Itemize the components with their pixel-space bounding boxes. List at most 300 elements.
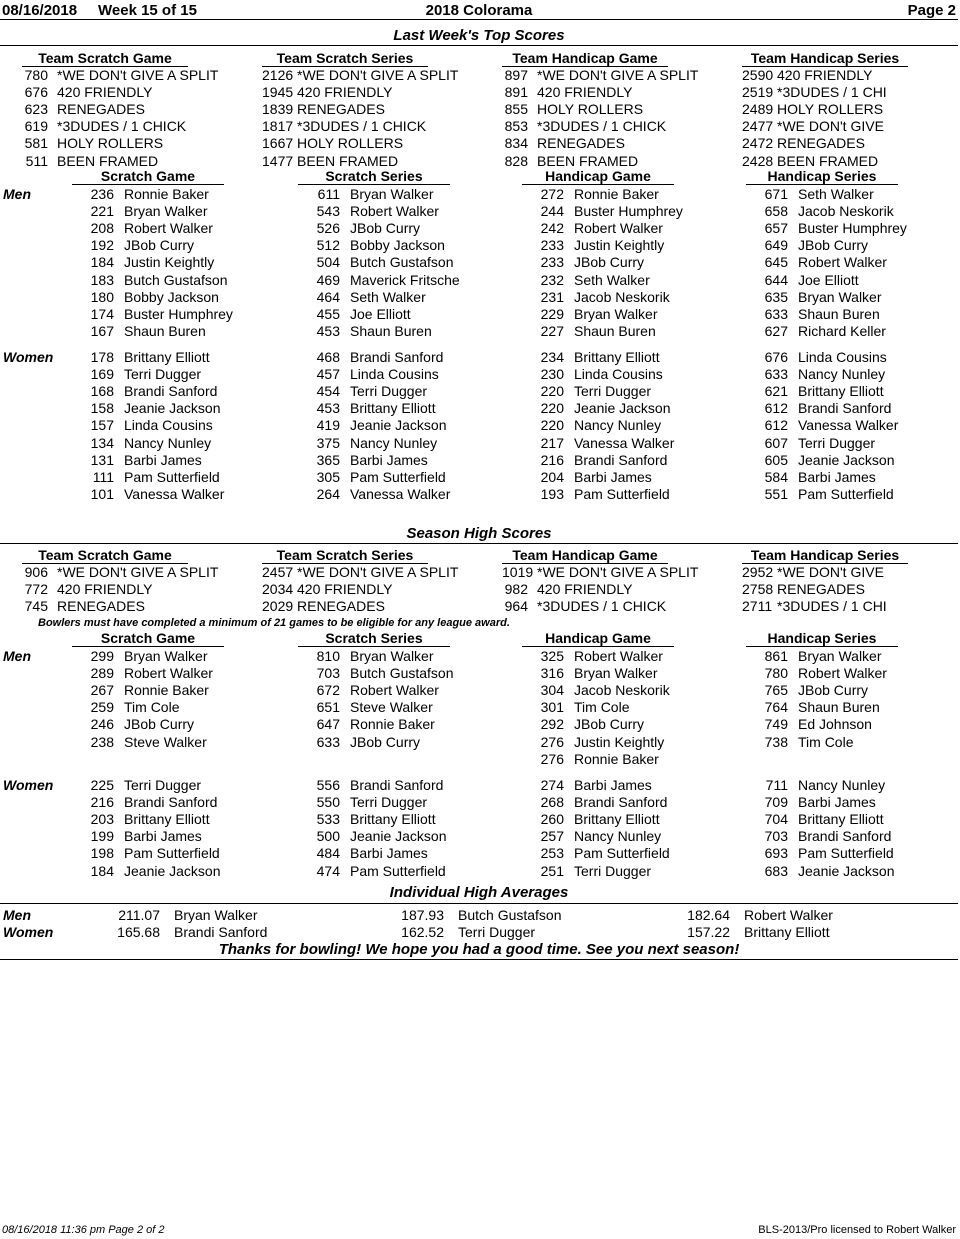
bowler-name: Jeanie Jackson	[124, 862, 221, 879]
team-name: BEEN FRAMED	[537, 152, 639, 169]
bowler-name: Ronnie Baker	[574, 750, 659, 767]
bowler-name: Brandi Sanford	[124, 794, 218, 811]
bowler-score-row	[522, 486, 732, 503]
bowler-name: Pam Sutterfield	[574, 485, 670, 502]
bowler-score-row	[746, 366, 956, 383]
team-score-row	[502, 598, 732, 615]
bowler-name: Butch Gustafson	[124, 271, 228, 288]
team-score: 2489	[742, 101, 774, 118]
team-column-title: Team Handicap Game	[502, 547, 668, 564]
bowler-name: Pam Sutterfield	[798, 845, 894, 862]
bowler-score-row	[298, 220, 508, 237]
team-score-row	[262, 564, 492, 581]
average-bowler-name: Robert Walker	[744, 907, 833, 923]
team-score: 511	[25, 152, 48, 169]
bowler-name: Linda Cousins	[124, 417, 213, 434]
bowler-name: Justin Keightly	[574, 237, 665, 254]
team-score-row	[502, 84, 732, 101]
bowler-score-row	[72, 272, 282, 289]
team-name: 420 FRIENDLY	[537, 581, 633, 598]
team-score-row	[502, 153, 732, 170]
bowler-score: 203	[90, 811, 114, 828]
bowler-score-row	[522, 272, 732, 289]
team-name: 420 FRIENDLY	[297, 581, 393, 598]
team-score: 855	[504, 101, 528, 118]
bowler-name: Bryan Walker	[350, 648, 434, 664]
bowler-score-row	[522, 863, 732, 880]
bowler-name: Robert Walker	[350, 682, 439, 699]
team-score-row	[262, 153, 492, 170]
bowler-score: 468	[316, 349, 340, 365]
bowler-score-row	[72, 383, 282, 400]
bowler-name: Bobby Jackson	[124, 288, 219, 305]
team-name: HOLY ROLLERS	[537, 101, 644, 118]
average-bowler-name: Terri Dugger	[458, 924, 536, 940]
bowler-score: 651	[316, 699, 340, 716]
bowler-name: Buster Humphrey	[574, 203, 683, 220]
team-name: 420 FRIENDLY	[537, 84, 633, 101]
bowler-score: 749	[764, 716, 788, 733]
team-name: RENEGADES	[537, 135, 625, 152]
team-score: 982	[504, 581, 528, 598]
team-name: *3DUDES / 1 CHI	[777, 598, 887, 615]
bowler-name: Jeanie Jackson	[574, 400, 671, 417]
bowler-name: JBob Curry	[798, 682, 869, 699]
bowler-score: 276	[540, 750, 564, 767]
bowler-score-row	[72, 665, 282, 682]
bowler-score-row	[72, 469, 282, 486]
bowler-score: 621	[764, 383, 788, 400]
last-week-rule	[0, 45, 958, 46]
team-score-row	[22, 581, 252, 598]
bowler-name: Brandi Sanford	[574, 794, 668, 811]
bowler-score-row	[746, 323, 956, 340]
team-name: *3DUDES / 1 CHICK	[297, 118, 427, 135]
bowler-name: Brittany Elliott	[350, 811, 436, 828]
bowler-name: Bobby Jackson	[350, 237, 445, 254]
average-bowler-name: Bryan Walker	[174, 907, 258, 923]
bowler-name: Terri Dugger	[798, 434, 876, 451]
league-name: 2018 Colorama	[425, 2, 533, 19]
team-score-row	[742, 84, 960, 101]
team-column-title: Team Scratch Series	[262, 547, 428, 564]
bowler-score-row	[522, 237, 732, 254]
individual-column-title: Handicap Series	[746, 168, 898, 185]
bowler-name: Barbi James	[574, 777, 652, 793]
bowler-name: Nancy Nunley	[574, 828, 662, 845]
bowler-name: Nancy Nunley	[798, 777, 886, 793]
bowler-score: 683	[764, 862, 788, 879]
bowler-score: 550	[316, 794, 340, 811]
bowler-score: 244	[540, 203, 564, 220]
team-name: *WE DON't GIVE A SPLIT	[537, 564, 699, 580]
bowler-score: 645	[764, 254, 788, 271]
team-score: 2477	[742, 118, 774, 135]
team-column-title: Team Scratch Series	[262, 50, 428, 67]
bowler-name: Bryan Walker	[798, 648, 882, 664]
bowler-score: 274	[540, 777, 564, 793]
team-column-title: Team Scratch Game	[22, 547, 188, 564]
bowler-score-row	[522, 417, 732, 434]
bowler-score-row	[72, 845, 282, 862]
individual-column-title: Handicap Game	[522, 168, 674, 185]
team-score-row	[502, 67, 732, 84]
bowler-score-row	[72, 811, 282, 828]
bowler-score: 180	[90, 288, 114, 305]
bowler-name: Brandi Sanford	[124, 383, 218, 400]
bowler-score-row	[298, 237, 508, 254]
bowler-score: 231	[540, 288, 564, 305]
bowler-score-row	[522, 682, 732, 699]
bowler-score-row	[522, 811, 732, 828]
bowler-score-row	[298, 272, 508, 289]
bowler-name: Pam Sutterfield	[350, 468, 446, 485]
bowler-score-row	[522, 366, 732, 383]
team-score-row	[262, 598, 492, 615]
team-score: 1667	[262, 135, 294, 152]
bowler-score-row	[72, 254, 282, 271]
team-score: 2952	[742, 564, 774, 580]
bowler-score-row	[746, 469, 956, 486]
bowler-score: 464	[316, 288, 340, 305]
bowler-score: 453	[316, 400, 340, 417]
bowler-score: 703	[316, 665, 340, 682]
bowler-score: 657	[764, 220, 788, 237]
bowler-score: 198	[90, 845, 114, 862]
bowler-score: 221	[90, 203, 114, 220]
bowler-score-row	[746, 863, 956, 880]
averages-rule	[0, 903, 958, 904]
bowler-score: 229	[540, 305, 564, 322]
individual-column-title: Scratch Game	[72, 630, 224, 647]
bowler-name: Brittany Elliott	[124, 811, 210, 828]
bowler-score-row	[298, 366, 508, 383]
bowler-name: JBob Curry	[574, 716, 645, 733]
bowler-score: 220	[540, 400, 564, 417]
bowler-score: 236	[90, 186, 114, 202]
bowler-score-row	[746, 648, 956, 665]
report-week: Week 15 of 15	[98, 2, 197, 19]
average-row	[96, 907, 376, 924]
bowler-score: 703	[764, 828, 788, 845]
bowler-score-row	[298, 289, 508, 306]
bowler-score: 633	[764, 366, 788, 383]
bowler-score: 633	[316, 733, 340, 750]
team-score: 906	[24, 564, 48, 580]
bowler-score: 242	[540, 220, 564, 237]
bowler-score-row	[746, 486, 956, 503]
average-row	[380, 907, 660, 924]
bowler-name: JBob Curry	[350, 733, 421, 750]
bowler-score: 208	[90, 220, 114, 237]
bowler-score-row	[522, 452, 732, 469]
team-score-row	[742, 118, 960, 135]
bowler-name: JBob Curry	[574, 254, 645, 271]
bowler-score: 504	[316, 254, 340, 271]
bowler-score: 454	[316, 383, 340, 400]
bowler-name: Shaun Buren	[350, 322, 432, 339]
bowler-score-row	[298, 186, 508, 203]
bowler-name: Linda Cousins	[574, 366, 663, 383]
bowler-score-row	[746, 435, 956, 452]
bowler-score: 174	[90, 305, 114, 322]
season-high-title: Season High Scores	[406, 525, 552, 542]
bowler-score: 474	[316, 862, 340, 879]
header-rule	[0, 19, 958, 20]
bowler-score-row	[746, 417, 956, 434]
bowler-score-row	[746, 203, 956, 220]
bowler-name: Robert Walker	[574, 220, 663, 237]
bowler-name: Barbi James	[574, 468, 652, 485]
bowler-score-row	[522, 186, 732, 203]
bowler-score-row	[72, 452, 282, 469]
bowler-score: 169	[90, 366, 114, 383]
average-value: 187.93	[401, 907, 444, 923]
bowler-name: Brandi Sanford	[798, 400, 892, 417]
bowler-score-row	[298, 777, 508, 794]
bowler-score: 644	[764, 271, 788, 288]
bowler-name: Terri Dugger	[350, 794, 428, 811]
team-column-title: Team Handicap Series	[742, 547, 908, 564]
team-score-row	[742, 101, 960, 118]
average-value: 162.52	[401, 924, 444, 940]
bowler-score: 647	[316, 716, 340, 733]
bowler-name: Tim Cole	[798, 733, 854, 750]
bowler-score: 268	[540, 794, 564, 811]
bowler-name: Pam Sutterfield	[124, 845, 220, 862]
team-score: 676	[24, 84, 48, 101]
bowler-name: Robert Walker	[350, 203, 439, 220]
team-score-row	[742, 67, 960, 84]
bowler-name: Terri Dugger	[124, 366, 202, 383]
individual-column-title: Scratch Series	[298, 168, 450, 185]
bowler-name: JBob Curry	[350, 220, 421, 237]
bowler-score: 556	[316, 777, 340, 793]
bowler-score: 225	[90, 777, 114, 793]
bowler-name: Seth Walker	[798, 186, 874, 202]
bowler-score: 276	[540, 733, 564, 750]
team-score-row	[22, 67, 252, 84]
bowler-name: Pam Sutterfield	[124, 468, 220, 485]
bowler-score: 264	[316, 485, 340, 502]
bowler-name: Jeanie Jackson	[798, 451, 895, 468]
bowler-score-row	[746, 716, 956, 733]
bowler-name: Nancy Nunley	[124, 434, 212, 451]
bowler-name: Maverick Fritsche	[350, 271, 460, 288]
bowler-name: Richard Keller	[798, 322, 886, 339]
report-date: 08/16/2018	[2, 2, 78, 19]
bowler-score: 612	[764, 400, 788, 417]
bowler-score: 257	[540, 828, 564, 845]
bowler-name: Steve Walker	[350, 699, 433, 716]
bowler-name: Jeanie Jackson	[350, 828, 447, 845]
bowler-score: 611	[317, 186, 340, 202]
bowler-name: Shaun Buren	[124, 322, 206, 339]
bowler-score: 259	[90, 699, 114, 716]
bowler-score: 230	[540, 366, 564, 383]
bowler-name: Nancy Nunley	[574, 417, 662, 434]
team-name: 420 FRIENDLY	[57, 581, 153, 598]
bowler-score: 810	[316, 648, 340, 664]
bowler-name: Jacob Neskorik	[798, 203, 894, 220]
team-score-row	[22, 598, 252, 615]
team-score: 2472	[742, 135, 774, 152]
team-score-row	[742, 581, 960, 598]
team-score-row	[502, 118, 732, 135]
bowler-score-row	[522, 828, 732, 845]
bowler-score-row	[298, 845, 508, 862]
bowler-name: Buster Humphrey	[124, 305, 233, 322]
individual-column-title: Scratch Series	[298, 630, 450, 647]
bowler-score-row	[72, 648, 282, 665]
bowler-name: Terri Dugger	[124, 777, 202, 793]
team-column-title: Team Handicap Series	[742, 50, 908, 67]
average-value: 165.68	[117, 924, 160, 940]
bowler-score: 232	[540, 271, 564, 288]
bowler-score-row	[746, 734, 956, 751]
team-name: HOLY ROLLERS	[297, 135, 404, 152]
bowler-score: 658	[764, 203, 788, 220]
bowler-score: 633	[764, 305, 788, 322]
bowler-name: Barbi James	[350, 845, 428, 862]
team-name: *WE DON't GIVE A SPLIT	[297, 67, 459, 83]
bowler-score-row	[298, 349, 508, 366]
bowler-name: Terri Dugger	[574, 862, 652, 879]
bowler-score: 672	[316, 682, 340, 699]
bowler-name: Shaun Buren	[798, 699, 880, 716]
average-value: 182.64	[687, 907, 730, 923]
team-score-row	[262, 135, 492, 152]
team-name: *WE DON't GIVE	[777, 564, 884, 580]
bowler-score-row	[746, 845, 956, 862]
bowler-name: Robert Walker	[124, 665, 213, 682]
team-score-row	[742, 564, 960, 581]
team-score-row	[742, 153, 960, 170]
team-score: 2711	[742, 598, 773, 615]
bowler-score: 233	[540, 237, 564, 254]
bowler-score-row	[746, 272, 956, 289]
team-name: *WE DON't GIVE	[777, 118, 884, 135]
bowler-name: Ronnie Baker	[574, 186, 659, 202]
bowler-score-row	[72, 203, 282, 220]
bowler-name: Tim Cole	[124, 699, 180, 716]
bowler-score-row	[298, 417, 508, 434]
bowler-score: 216	[90, 794, 114, 811]
average-row	[666, 924, 946, 941]
team-score: 619	[24, 118, 48, 135]
bowler-score-row	[746, 777, 956, 794]
team-score: 581	[24, 135, 48, 152]
bowler-name: Jacob Neskorik	[574, 682, 670, 699]
bowler-score: 704	[764, 811, 788, 828]
bowler-score-row	[522, 289, 732, 306]
averages-title: Individual High Averages	[389, 884, 569, 901]
bowler-score: 184	[90, 254, 114, 271]
bowler-name: Joe Elliott	[798, 271, 859, 288]
bowler-name: Vanessa Walker	[350, 485, 451, 502]
bowler-score-row	[746, 400, 956, 417]
team-score: 745	[24, 598, 48, 615]
averages-women-label: Women	[3, 924, 54, 940]
bowler-name: Butch Gustafson	[350, 665, 454, 682]
team-score: 828	[504, 152, 528, 169]
bowler-name: Brittany Elliott	[574, 349, 660, 365]
bowler-score-row	[746, 186, 956, 203]
men-label: Men	[3, 648, 31, 664]
bowler-score: 260	[540, 811, 564, 828]
bowler-name: Barbi James	[124, 451, 202, 468]
bowler-name: Barbi James	[798, 794, 876, 811]
bowler-score: 220	[540, 417, 564, 434]
bowler-score-row	[746, 682, 956, 699]
bowler-score: 325	[540, 648, 564, 664]
team-score: 1945	[262, 84, 294, 101]
bowler-name: Barbi James	[798, 468, 876, 485]
bowler-name: Bryan Walker	[798, 288, 882, 305]
bowler-score-row	[72, 417, 282, 434]
bowler-score-row	[522, 349, 732, 366]
bowler-score: 649	[764, 237, 788, 254]
bowler-score: 289	[90, 665, 114, 682]
bowler-score-row	[522, 734, 732, 751]
bowler-score-row	[298, 452, 508, 469]
bowler-score-row	[522, 794, 732, 811]
bowler-score: 238	[90, 733, 114, 750]
bowler-name: Linda Cousins	[350, 366, 439, 383]
team-name: *3DUDES / 1 CHICK	[57, 118, 187, 135]
bowler-score: 765	[764, 682, 788, 699]
bowler-name: Butch Gustafson	[350, 254, 454, 271]
bowler-score-row	[746, 306, 956, 323]
bowler-name: Brittany Elliott	[574, 811, 660, 828]
team-score: 2428	[742, 152, 774, 169]
bowler-score-row	[298, 323, 508, 340]
team-name: *3DUDES / 1 CHICK	[537, 598, 667, 615]
bowler-score-row	[298, 682, 508, 699]
bowler-score: 253	[540, 845, 564, 862]
team-name: RENEGADES	[57, 101, 145, 118]
bowler-name: Shaun Buren	[798, 305, 880, 322]
bowler-score-row	[746, 452, 956, 469]
team-score: 1817	[262, 118, 294, 135]
average-bowler-name: Brandi Sanford	[174, 924, 268, 940]
team-name: BEEN FRAMED	[777, 152, 879, 169]
average-value: 157.22	[687, 924, 730, 940]
bowler-name: Brittany Elliott	[798, 811, 884, 828]
bowler-score-row	[72, 682, 282, 699]
team-column-title: Team Handicap Game	[502, 50, 668, 67]
bowler-score-row	[522, 400, 732, 417]
bowler-score-row	[522, 203, 732, 220]
bowler-score: 184	[90, 862, 114, 879]
bowler-name: Robert Walker	[798, 665, 887, 682]
team-score-row	[262, 118, 492, 135]
bowler-score: 457	[316, 366, 340, 383]
team-name: 420 FRIENDLY	[297, 84, 393, 101]
team-score: 891	[504, 84, 528, 101]
team-score-row	[22, 564, 252, 581]
team-name: RENEGADES	[777, 581, 865, 598]
bowler-score: 167	[90, 322, 114, 339]
bowler-score: 419	[316, 417, 340, 434]
bowler-name: Ronnie Baker	[124, 682, 209, 699]
bowler-score: 234	[540, 349, 564, 365]
bowler-score-row	[746, 383, 956, 400]
footer-timestamp: 08/16/2018 11:36 pm Page 2 of 2	[2, 1224, 165, 1236]
bowler-name: Jeanie Jackson	[124, 400, 221, 417]
bowler-score-row	[72, 366, 282, 383]
bowler-score: 304	[540, 682, 564, 699]
